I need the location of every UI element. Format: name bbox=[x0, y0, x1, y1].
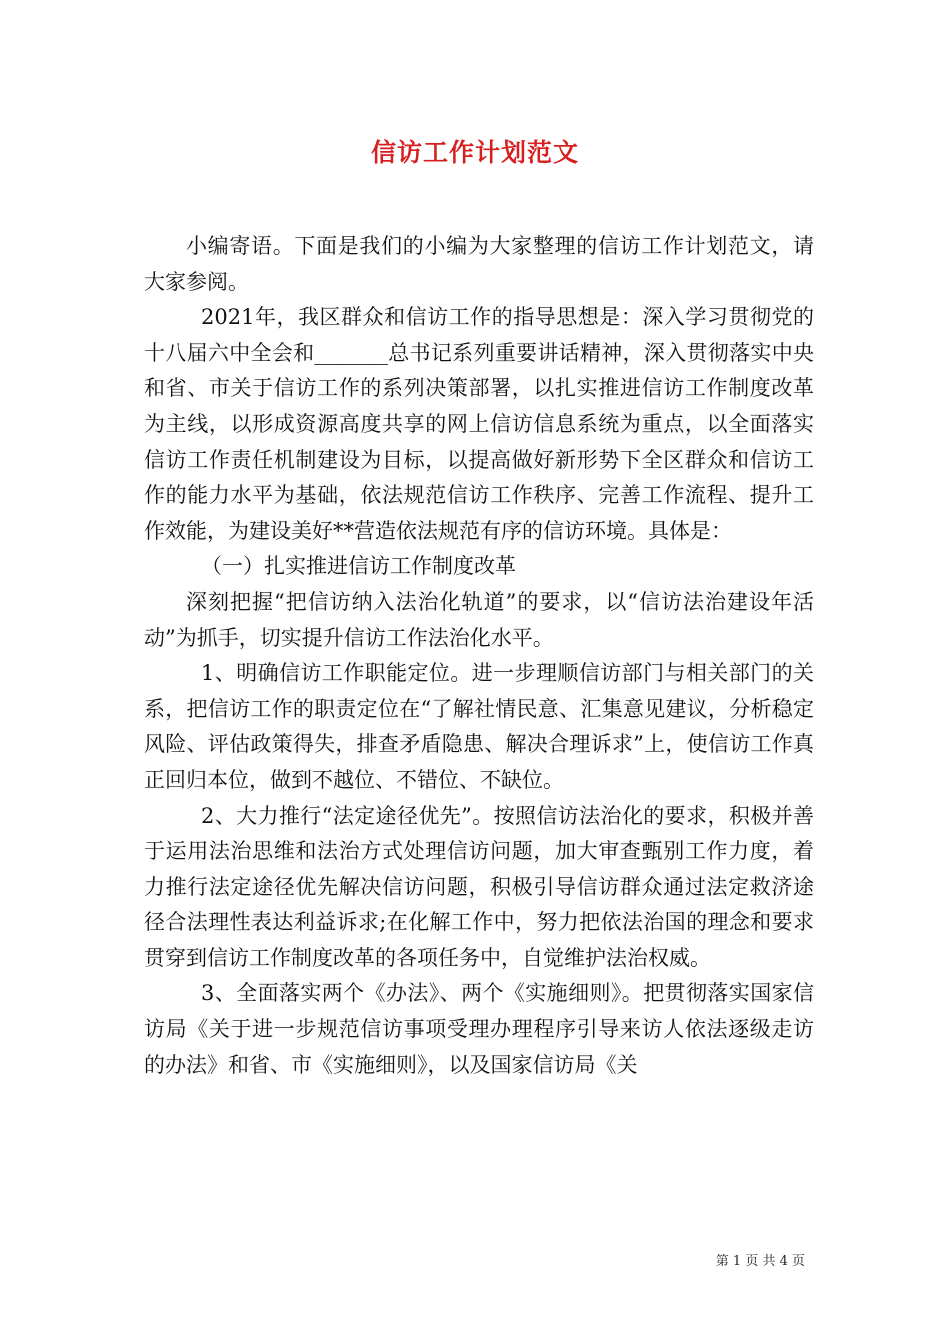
document-body bbox=[144, 229, 814, 1083]
paragraph-item-2: 2、大力推行“法定途径优先”。按照信访法治化的要求，积极并善于运用法治思维和法治方式处理信访问题，加大审查甄别工作力度，着力推行法定途径优先解决信访问题，积极引导信访群众通过法定救济途径合法理性表达利益诉求;在化解工作中，努力把依法治国的理念和要求贯穿到信访工作制度改革的各项任务中，自觉维护法治权威。 bbox=[144, 803, 814, 970]
document-title: 信访工作计划范文 bbox=[370, 138, 579, 167]
page-number: 第 1 页 共 4 页 bbox=[715, 1254, 805, 1269]
paragraph-item-3: 3、全面落实两个《办法》、两个《实施细则》。把贯彻落实国家信访局《关于进一步规范信访事项受理办理程序引导来访人依法逐级走访的办法》和省、市《实施细则》，以及国家信访局《关 bbox=[144, 981, 814, 1077]
paragraph-guiding-ideology: 2021年，我区群众和信访工作的指导思想是：深入学习贯彻党的十八届六中全会和_______总书记系列重要讲话精神，深入贯彻落实中央和省、市关于信访工作的系列决策部署，以扎实推进信访工作制度改革为主线，以形成资源高度共享的网上信访信息系统为重点，以全面落实信访工作责任机制建设为目标，以提高做好新形势下全区群众和信访工作的能力水平为基础，依法规范信访工作秩序、完善工作流程、提升工作效能，为建设美好**营造依法规范有序的信访环境。具体是： bbox=[144, 305, 814, 543]
paragraph-rule-of-law: 深刻把握“把信访纳入法治化轨道”的要求，以“信访法治建设年活动”为抓手，切实提升信访工作法治化水平。 bbox=[144, 589, 814, 650]
paragraph-intro: 小编寄语。下面是我们的小编为大家整理的信访工作计划范文，请大家参阅。 bbox=[144, 234, 814, 294]
paragraph-item-1: 1、明确信访工作职能定位。进一步理顺信访部门与相关部门的关系，把信访工作的职责定位在“了解社情民意、汇集意见建议，分析稳定风险、评估政策得失，排查矛盾隐患、解决合理诉求”上，使信访工作真正回归本位，做到不越位、不错位、不缺位。 bbox=[144, 661, 814, 792]
section-heading-1: （一）扎实推进信访工作制度改革 bbox=[201, 554, 516, 579]
